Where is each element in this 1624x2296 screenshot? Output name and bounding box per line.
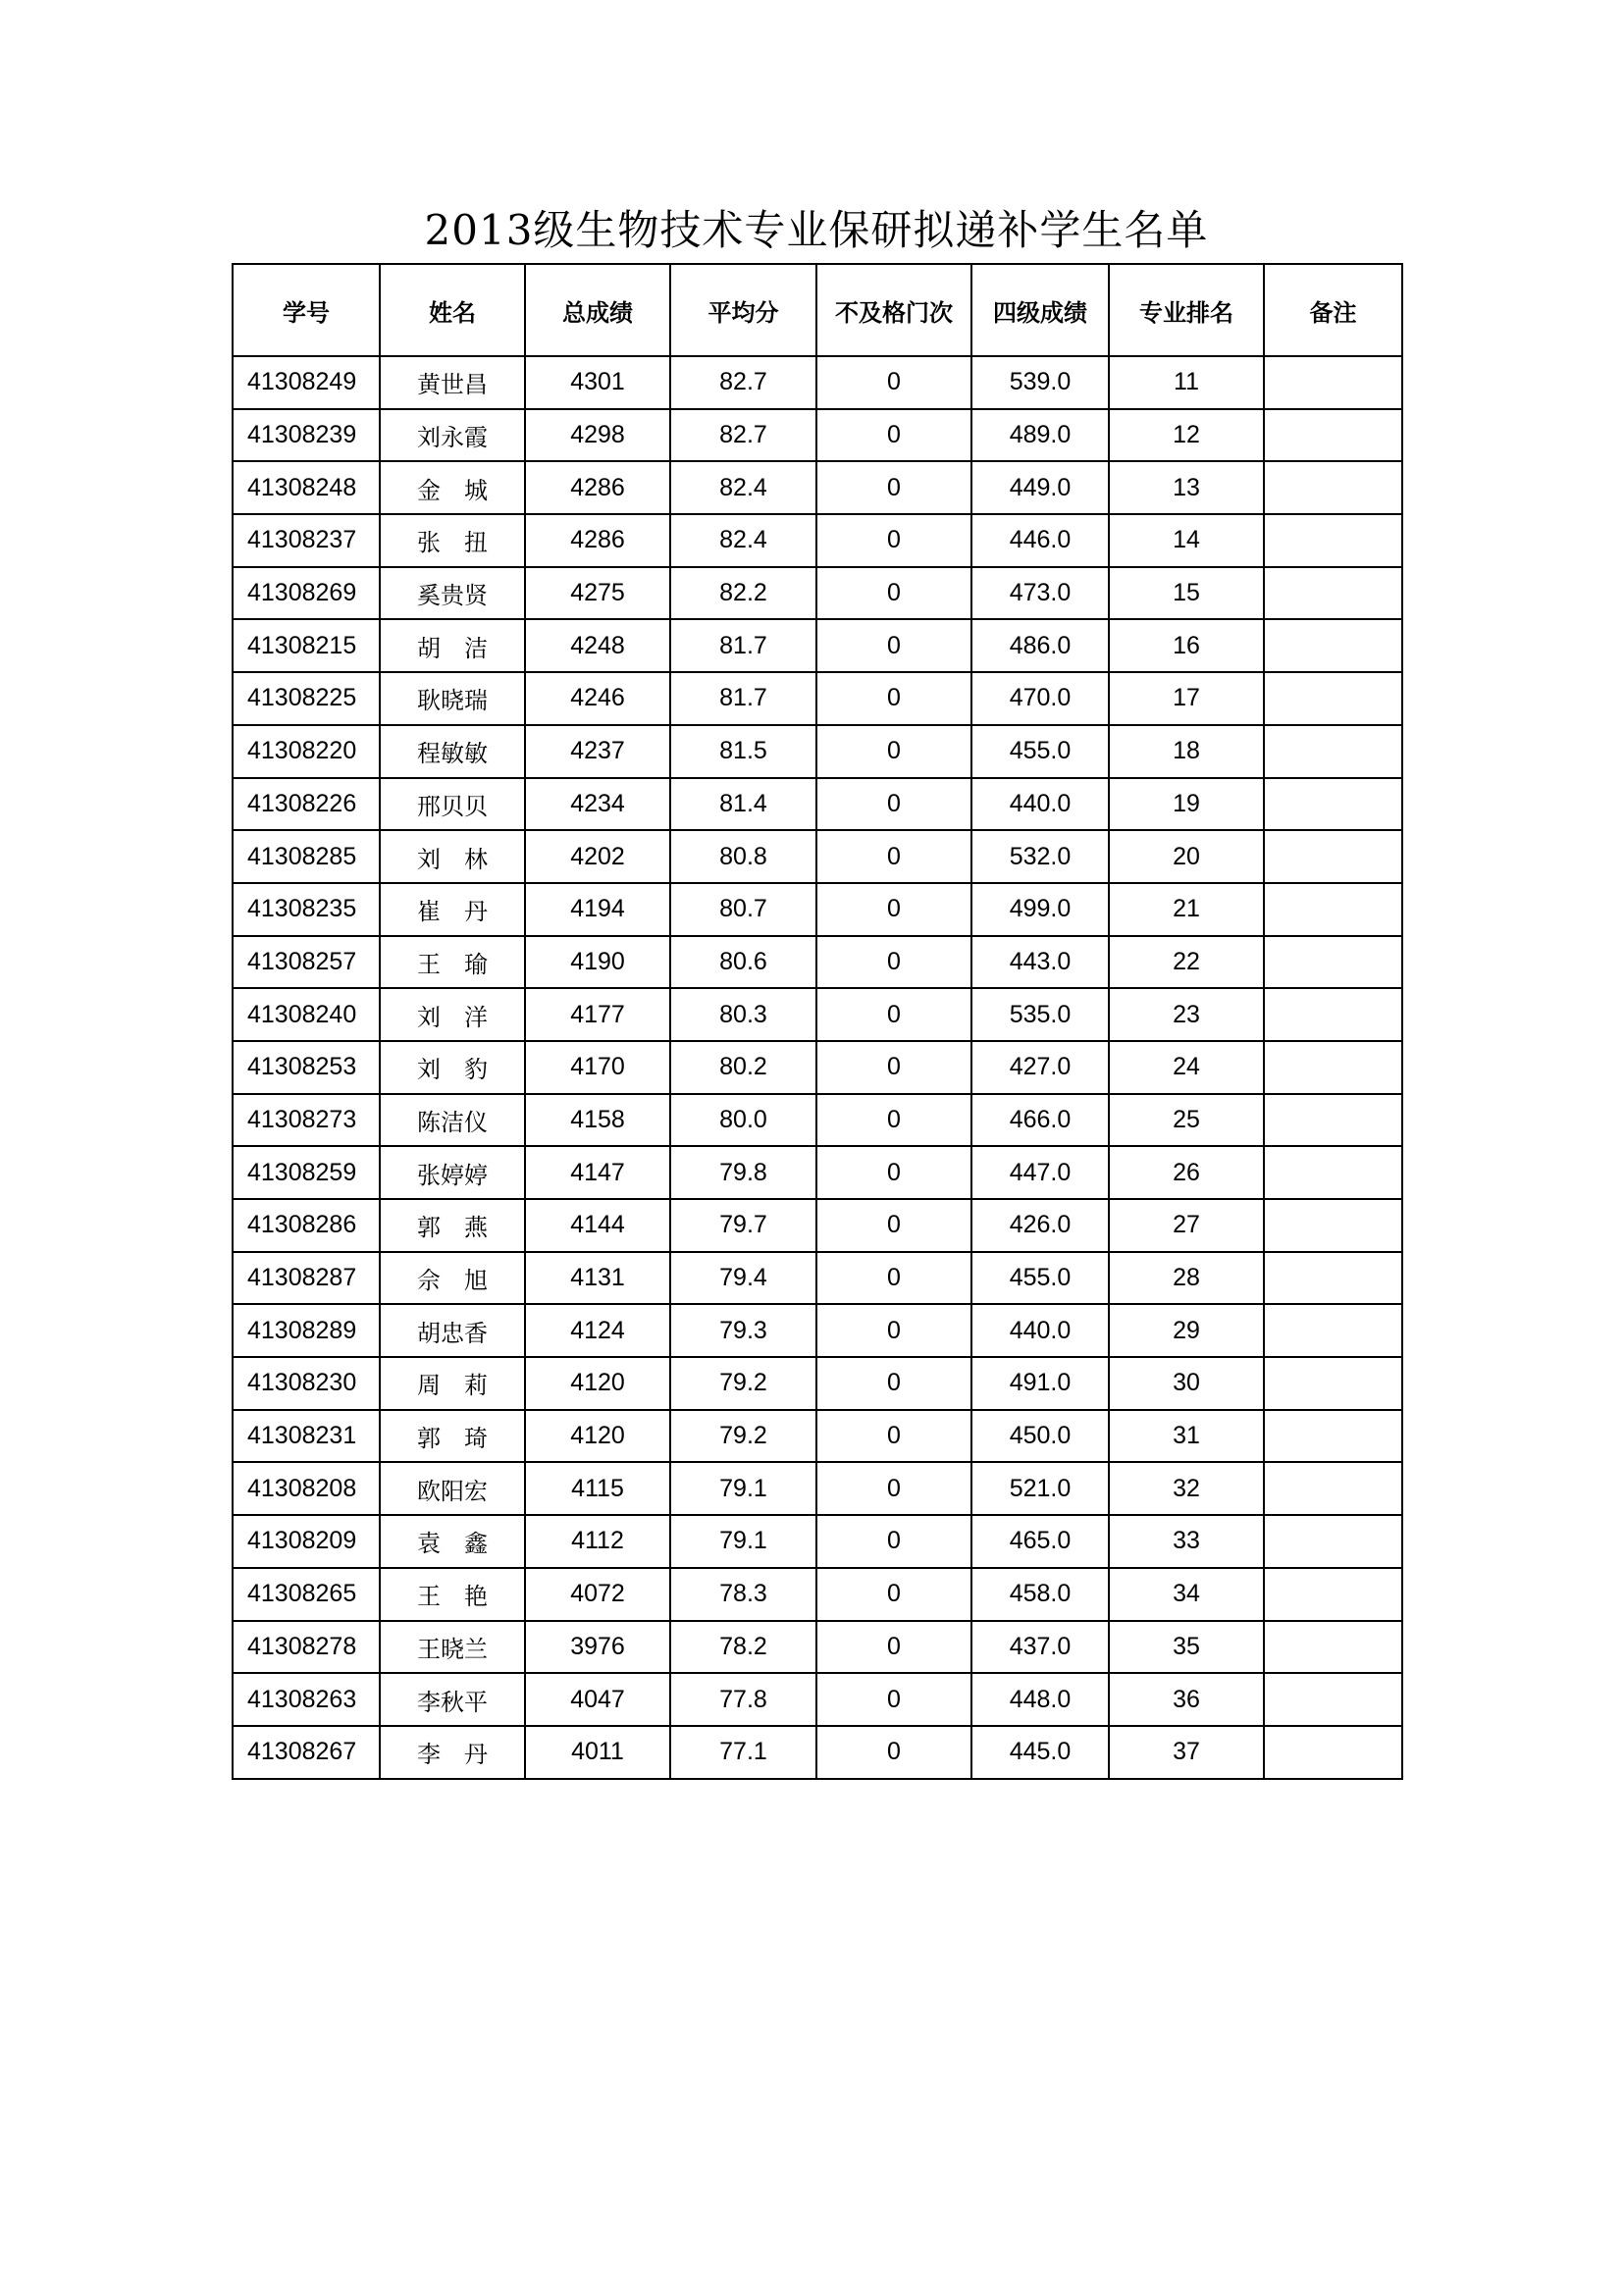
average-cell: 79.8 [670,1146,816,1199]
student-name-cell: 刘 洋 [380,988,525,1041]
student-name-cell: 程敏敏 [380,725,525,778]
total-score-cell: 4275 [525,567,670,620]
cet4-score-cell: 539.0 [971,356,1109,409]
total-score-cell: 4120 [525,1357,670,1410]
major-rank-cell: 22 [1109,936,1264,989]
fail-count-cell: 0 [816,1041,971,1094]
student-name-cell: 崔 丹 [380,883,525,936]
cet4-score-cell: 489.0 [971,409,1109,462]
student-id-cell: 41308215 [233,619,380,672]
student-id-cell: 41308269 [233,567,380,620]
student-table [232,263,1403,1780]
remarks-cell [1264,830,1402,883]
header-fail-count: 不及格门次 [816,264,971,356]
fail-count-cell: 0 [816,1568,971,1621]
student-id-cell: 41308285 [233,830,380,883]
cet4-score-cell: 446.0 [971,514,1109,567]
table-row [233,936,1402,989]
major-rank-cell: 31 [1109,1410,1264,1463]
student-name-cell: 奚贵贤 [380,567,525,620]
average-cell: 81.7 [670,672,816,725]
fail-count-cell: 0 [816,1094,971,1147]
remarks-cell [1264,725,1402,778]
cet4-score-cell: 499.0 [971,883,1109,936]
average-cell: 79.2 [670,1410,816,1463]
header-cet4-score: 四级成绩 [971,264,1109,356]
table-row [233,1673,1402,1726]
total-score-cell: 4202 [525,830,670,883]
fail-count-cell: 0 [816,725,971,778]
fail-count-cell: 0 [816,936,971,989]
student-name-cell: 王晓兰 [380,1621,525,1674]
major-rank-cell: 21 [1109,883,1264,936]
major-rank-cell: 15 [1109,567,1264,620]
major-rank-cell: 23 [1109,988,1264,1041]
student-name-cell: 张婷婷 [380,1146,525,1199]
student-id-cell: 41308235 [233,883,380,936]
fail-count-cell: 0 [816,883,971,936]
student-id-cell: 41308253 [233,1041,380,1094]
table-row [233,1621,1402,1674]
student-id-cell: 41308209 [233,1515,380,1568]
major-rank-cell: 27 [1109,1199,1264,1252]
table-body [233,356,1402,1779]
fail-count-cell: 0 [816,619,971,672]
total-score-cell: 4158 [525,1094,670,1147]
major-rank-cell: 25 [1109,1094,1264,1147]
table-row [233,1252,1402,1305]
major-rank-cell: 24 [1109,1041,1264,1094]
table-row [233,1041,1402,1094]
student-id-cell: 41308286 [233,1199,380,1252]
table-row [233,1146,1402,1199]
cet4-score-cell: 427.0 [971,1041,1109,1094]
student-name-cell: 郭 琦 [380,1410,525,1463]
major-rank-cell: 16 [1109,619,1264,672]
remarks-cell [1264,619,1402,672]
remarks-cell [1264,883,1402,936]
table-row [233,1304,1402,1357]
header-student-id: 学号 [233,264,380,356]
fail-count-cell: 0 [816,1515,971,1568]
fail-count-cell: 0 [816,356,971,409]
remarks-cell [1264,1673,1402,1726]
table-row [233,1357,1402,1410]
student-name-cell: 金 城 [380,461,525,514]
remarks-cell [1264,514,1402,567]
average-cell: 80.0 [670,1094,816,1147]
remarks-cell [1264,1146,1402,1199]
remarks-cell [1264,1357,1402,1410]
average-cell: 77.8 [670,1673,816,1726]
total-score-cell: 4112 [525,1515,670,1568]
remarks-cell [1264,461,1402,514]
fail-count-cell: 0 [816,988,971,1041]
student-name-cell: 王 瑜 [380,936,525,989]
remarks-cell [1264,1094,1402,1147]
header-major-rank: 专业排名 [1109,264,1264,356]
remarks-cell [1264,1621,1402,1674]
total-score-cell: 4047 [525,1673,670,1726]
fail-count-cell: 0 [816,1146,971,1199]
cet4-score-cell: 450.0 [971,1410,1109,1463]
student-id-cell: 41308267 [233,1726,380,1779]
student-id-cell: 41308289 [233,1304,380,1357]
student-id-cell: 41308265 [233,1568,380,1621]
cet4-score-cell: 486.0 [971,619,1109,672]
major-rank-cell: 36 [1109,1673,1264,1726]
student-name-cell: 刘 林 [380,830,525,883]
cet4-score-cell: 535.0 [971,988,1109,1041]
total-score-cell: 4115 [525,1462,670,1515]
student-id-cell: 41308237 [233,514,380,567]
table-row [233,778,1402,831]
total-score-cell: 4120 [525,1410,670,1463]
average-cell: 82.4 [670,514,816,567]
major-rank-cell: 35 [1109,1621,1264,1674]
fail-count-cell: 0 [816,514,971,567]
remarks-cell [1264,1462,1402,1515]
remarks-cell [1264,1568,1402,1621]
remarks-cell [1264,356,1402,409]
fail-count-cell: 0 [816,1726,971,1779]
student-id-cell: 41308225 [233,672,380,725]
average-cell: 79.7 [670,1199,816,1252]
total-score-cell: 4298 [525,409,670,462]
total-score-cell: 4124 [525,1304,670,1357]
table-row [233,409,1402,462]
average-cell: 79.1 [670,1515,816,1568]
total-score-cell: 4237 [525,725,670,778]
cet4-score-cell: 455.0 [971,725,1109,778]
table-row [233,830,1402,883]
student-name-cell: 王 艳 [380,1568,525,1621]
remarks-cell [1264,778,1402,831]
student-id-cell: 41308208 [233,1462,380,1515]
student-id-cell: 41308278 [233,1621,380,1674]
cet4-score-cell: 470.0 [971,672,1109,725]
remarks-cell [1264,1199,1402,1252]
cet4-score-cell: 491.0 [971,1357,1109,1410]
cet4-score-cell: 448.0 [971,1673,1109,1726]
remarks-cell [1264,672,1402,725]
major-rank-cell: 32 [1109,1462,1264,1515]
major-rank-cell: 34 [1109,1568,1264,1621]
cet4-score-cell: 426.0 [971,1199,1109,1252]
major-rank-cell: 20 [1109,830,1264,883]
student-id-cell: 41308226 [233,778,380,831]
remarks-cell [1264,1515,1402,1568]
table-row [233,1568,1402,1621]
total-score-cell: 4286 [525,514,670,567]
table-row [233,1410,1402,1463]
student-name-cell: 刘 豹 [380,1041,525,1094]
cet4-score-cell: 449.0 [971,461,1109,514]
major-rank-cell: 37 [1109,1726,1264,1779]
fail-count-cell: 0 [816,830,971,883]
total-score-cell: 4011 [525,1726,670,1779]
student-id-cell: 41308230 [233,1357,380,1410]
student-name-cell: 李 丹 [380,1726,525,1779]
major-rank-cell: 14 [1109,514,1264,567]
average-cell: 80.8 [670,830,816,883]
cet4-score-cell: 466.0 [971,1094,1109,1147]
student-name-cell: 欧阳宏 [380,1462,525,1515]
cet4-score-cell: 458.0 [971,1568,1109,1621]
average-cell: 79.1 [670,1462,816,1515]
remarks-cell [1264,1252,1402,1305]
remarks-cell [1264,1726,1402,1779]
student-id-cell: 41308239 [233,409,380,462]
header-average: 平均分 [670,264,816,356]
average-cell: 79.3 [670,1304,816,1357]
table-row [233,725,1402,778]
student-id-cell: 41308263 [233,1673,380,1726]
total-score-cell: 4131 [525,1252,670,1305]
total-score-cell: 4286 [525,461,670,514]
fail-count-cell: 0 [816,1357,971,1410]
total-score-cell: 4190 [525,936,670,989]
total-score-cell: 4248 [525,619,670,672]
major-rank-cell: 28 [1109,1252,1264,1305]
major-rank-cell: 17 [1109,672,1264,725]
student-name-cell: 黄世昌 [380,356,525,409]
average-cell: 82.4 [670,461,816,514]
table-row [233,883,1402,936]
total-score-cell: 4144 [525,1199,670,1252]
average-cell: 77.1 [670,1726,816,1779]
student-id-cell: 41308259 [233,1146,380,1199]
table-row [233,1199,1402,1252]
total-score-cell: 3976 [525,1621,670,1674]
average-cell: 82.7 [670,409,816,462]
remarks-cell [1264,1410,1402,1463]
average-cell: 82.7 [670,356,816,409]
table-header-row [233,264,1402,356]
remarks-cell [1264,409,1402,462]
total-score-cell: 4170 [525,1041,670,1094]
student-name-cell: 胡忠香 [380,1304,525,1357]
student-name-cell: 耿晓瑞 [380,672,525,725]
student-id-cell: 41308287 [233,1252,380,1305]
table-row [233,567,1402,620]
average-cell: 80.2 [670,1041,816,1094]
fail-count-cell: 0 [816,672,971,725]
cet4-score-cell: 440.0 [971,1304,1109,1357]
student-name-cell: 李秋平 [380,1673,525,1726]
student-name-cell: 张 扭 [380,514,525,567]
average-cell: 78.3 [670,1568,816,1621]
average-cell: 81.4 [670,778,816,831]
cet4-score-cell: 437.0 [971,1621,1109,1674]
remarks-cell [1264,988,1402,1041]
student-id-cell: 41308231 [233,1410,380,1463]
fail-count-cell: 0 [816,1673,971,1726]
major-rank-cell: 11 [1109,356,1264,409]
major-rank-cell: 26 [1109,1146,1264,1199]
student-name-cell: 邢贝贝 [380,778,525,831]
student-id-cell: 41308249 [233,356,380,409]
cet4-score-cell: 473.0 [971,567,1109,620]
table-row [233,619,1402,672]
average-cell: 82.2 [670,567,816,620]
fail-count-cell: 0 [816,567,971,620]
fail-count-cell: 0 [816,1304,971,1357]
fail-count-cell: 0 [816,1462,971,1515]
student-name-cell: 刘永霞 [380,409,525,462]
average-cell: 80.6 [670,936,816,989]
table-row [233,356,1402,409]
header-remarks: 备注 [1264,264,1402,356]
remarks-cell [1264,1304,1402,1357]
cet4-score-cell: 521.0 [971,1462,1109,1515]
student-name-cell: 胡 洁 [380,619,525,672]
student-name-cell: 陈洁仪 [380,1094,525,1147]
student-id-cell: 41308257 [233,936,380,989]
average-cell: 81.5 [670,725,816,778]
cet4-score-cell: 443.0 [971,936,1109,989]
student-name-cell: 郭 燕 [380,1199,525,1252]
table-row [233,672,1402,725]
cet4-score-cell: 532.0 [971,830,1109,883]
total-score-cell: 4072 [525,1568,670,1621]
table-row [233,461,1402,514]
remarks-cell [1264,936,1402,989]
average-cell: 80.3 [670,988,816,1041]
header-total-score: 总成绩 [525,264,670,356]
student-id-cell: 41308273 [233,1094,380,1147]
major-rank-cell: 33 [1109,1515,1264,1568]
fail-count-cell: 0 [816,1199,971,1252]
student-name-cell: 周 莉 [380,1357,525,1410]
table-row [233,1462,1402,1515]
table-row [233,1515,1402,1568]
major-rank-cell: 30 [1109,1357,1264,1410]
average-cell: 80.7 [670,883,816,936]
major-rank-cell: 18 [1109,725,1264,778]
major-rank-cell: 13 [1109,461,1264,514]
student-id-cell: 41308248 [233,461,380,514]
page-title: 2013级生物技术专业保研拟递补学生名单 [424,206,1209,254]
cet4-score-cell: 445.0 [971,1726,1109,1779]
total-score-cell: 4147 [525,1146,670,1199]
cet4-score-cell: 440.0 [971,778,1109,831]
fail-count-cell: 0 [816,778,971,831]
cet4-score-cell: 447.0 [971,1146,1109,1199]
student-id-cell: 41308240 [233,988,380,1041]
major-rank-cell: 19 [1109,778,1264,831]
remarks-cell [1264,567,1402,620]
cet4-score-cell: 455.0 [971,1252,1109,1305]
student-name-cell: 袁 鑫 [380,1515,525,1568]
fail-count-cell: 0 [816,461,971,514]
student-name-cell: 佘 旭 [380,1252,525,1305]
table-row [233,988,1402,1041]
cet4-score-cell: 465.0 [971,1515,1109,1568]
major-rank-cell: 29 [1109,1304,1264,1357]
fail-count-cell: 0 [816,1621,971,1674]
average-cell: 78.2 [670,1621,816,1674]
fail-count-cell: 0 [816,1252,971,1305]
student-id-cell: 41308220 [233,725,380,778]
total-score-cell: 4194 [525,883,670,936]
table-row [233,514,1402,567]
total-score-cell: 4177 [525,988,670,1041]
average-cell: 81.7 [670,619,816,672]
average-cell: 79.4 [670,1252,816,1305]
fail-count-cell: 0 [816,1410,971,1463]
average-cell: 79.2 [670,1357,816,1410]
fail-count-cell: 0 [816,409,971,462]
total-score-cell: 4246 [525,672,670,725]
remarks-cell [1264,1041,1402,1094]
total-score-cell: 4301 [525,356,670,409]
total-score-cell: 4234 [525,778,670,831]
major-rank-cell: 12 [1109,409,1264,462]
table-row [233,1726,1402,1779]
header-name: 姓名 [380,264,525,356]
table-row [233,1094,1402,1147]
